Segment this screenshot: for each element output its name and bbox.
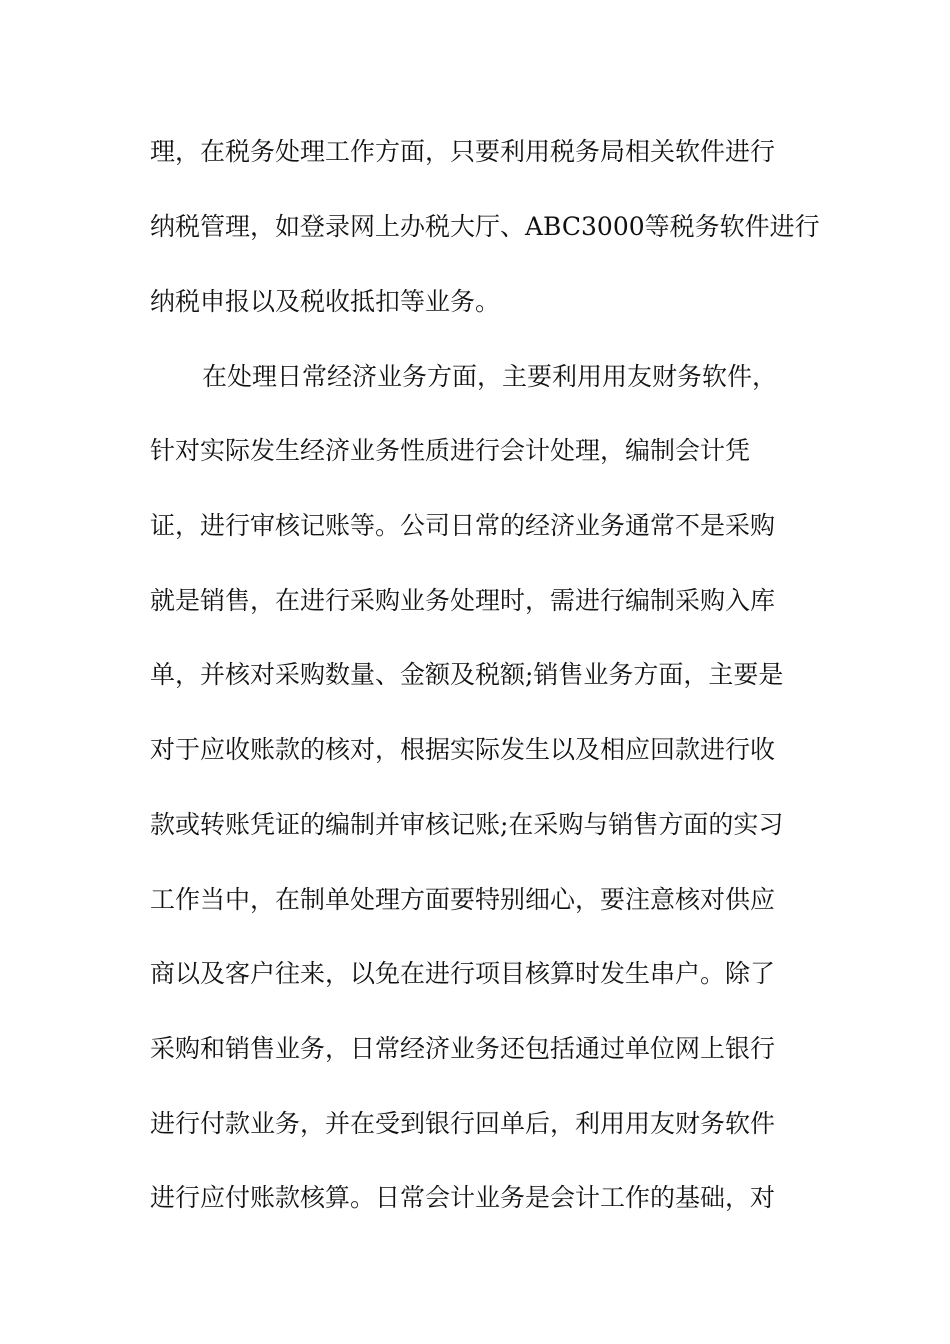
text-line: 款或转账凭证的编制并审核记账;在采购与销售方面的实习 xyxy=(150,810,784,839)
text-line: 证，进行审核记账等。公司日常的经济业务通常不是采购 xyxy=(150,511,776,540)
text-line: 进行付款业务，并在受到银行回单后，利用用友财务软件 xyxy=(150,1109,776,1138)
text-line: 工作当中，在制单处理方面要特别细心，要注意核对供应 xyxy=(150,885,776,914)
text-line: 单，并核对采购数量、金额及税额;销售业务方面，主要是 xyxy=(150,660,784,689)
text-line: 商以及客户往来，以免在进行项目核算时发生串户。除了 xyxy=(150,959,776,988)
text-line: 纳税申报以及税收抵扣等业务。 xyxy=(150,287,501,316)
text-line: 在处理日常经济业务方面，主要利用用友财务软件， xyxy=(202,362,778,391)
text-line: 纳税管理，如登录网上办税大厅、ABC3000等税务软件进行 xyxy=(150,212,820,241)
text-line: 对于应收账款的核对，根据实际发生以及相应回款进行收 xyxy=(150,735,776,764)
text-line: 进行应付账款核算。日常会计业务是会计工作的基础，对 xyxy=(150,1183,776,1212)
text-line: 理，在税务处理工作方面，只要利用税务局相关软件进行 xyxy=(150,137,776,166)
text-line: 针对实际发生经济业务性质进行会计处理，编制会计凭 xyxy=(150,436,751,465)
text-line: 采购和销售业务，日常经济业务还包括通过单位网上银行 xyxy=(150,1034,776,1063)
text-line: 就是销售，在进行采购业务处理时，需进行编制采购入库 xyxy=(150,586,776,615)
